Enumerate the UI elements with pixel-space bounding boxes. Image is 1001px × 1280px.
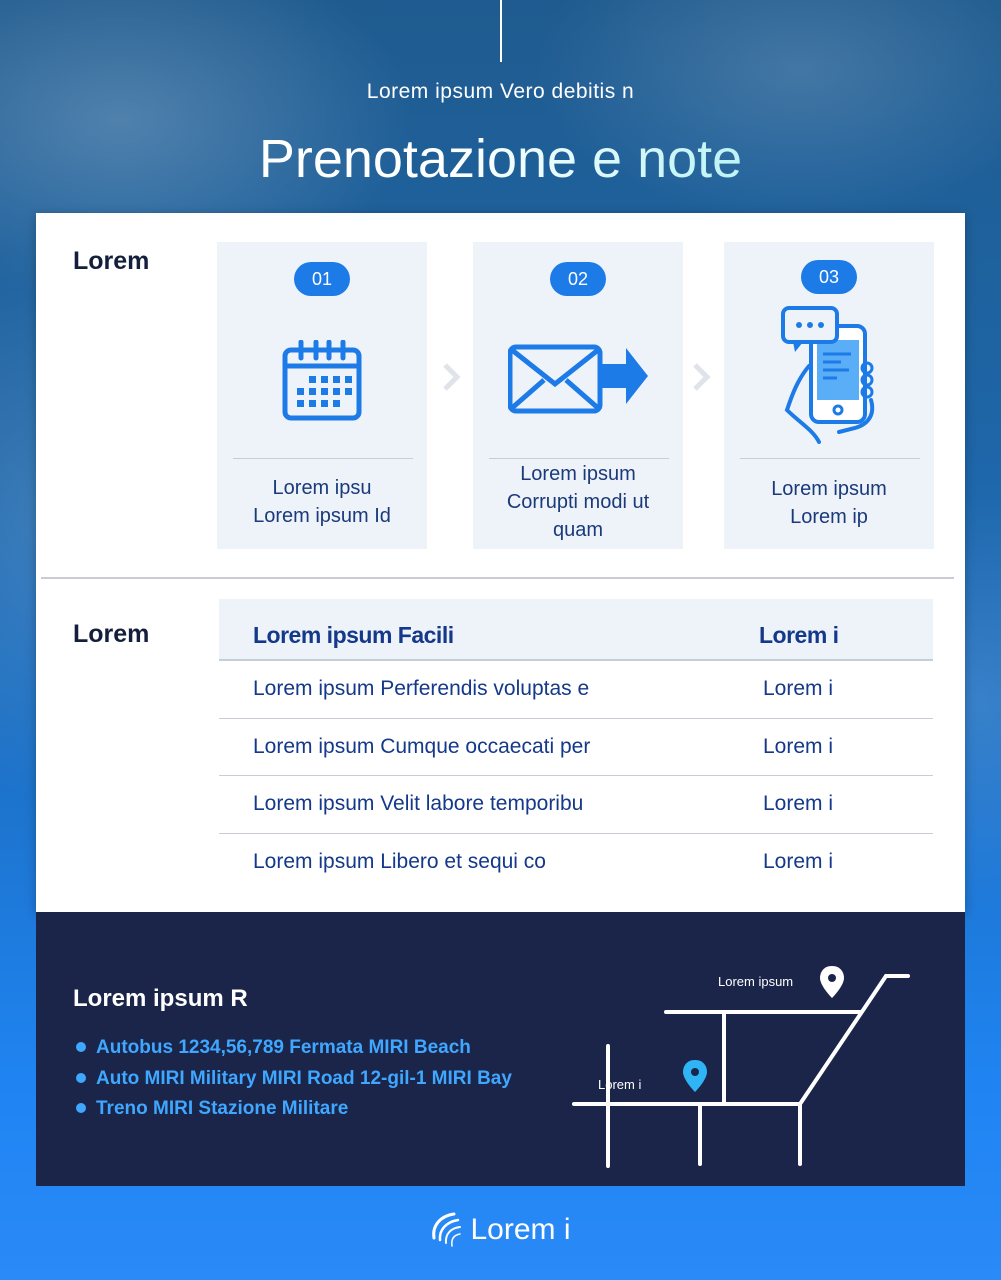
table-cell: Lorem ipsum Velit labore temporibu	[253, 792, 584, 815]
top-divider-line	[500, 0, 502, 62]
chevron-right-icon	[440, 361, 462, 393]
column-header: Lorem i	[759, 622, 839, 648]
page-title: Prenotazione e note	[0, 128, 1001, 190]
map-label: Lorem ipsum	[718, 974, 794, 989]
table-cell: Lorem ipsum Libero et sequi co	[253, 849, 546, 873]
step-text-line: Corrupti modi ut	[506, 491, 650, 513]
route-map	[572, 964, 912, 1174]
email-send-icon	[473, 344, 683, 414]
table-row	[219, 776, 933, 834]
table-header	[219, 599, 933, 661]
step-number-badge: 01	[294, 262, 350, 296]
list-item-text: Autobus 1234,56,789 Fermata MIRI Beach	[96, 1037, 471, 1058]
table-cell: Lorem i	[763, 849, 834, 873]
step-text-line: quam	[552, 519, 604, 541]
directions-list	[76, 1037, 512, 1129]
step-separator	[233, 458, 413, 459]
step-text	[724, 475, 934, 531]
column-header: Lorem ipsum Facili	[253, 622, 454, 648]
calendar-icon	[217, 340, 427, 422]
bullet-icon	[76, 1073, 86, 1083]
step-number-badge: 03	[801, 260, 857, 294]
step-card-1	[217, 242, 427, 549]
list-item	[76, 1098, 512, 1129]
steps-section-label: Lorem	[73, 247, 150, 275]
step-separator	[740, 458, 920, 459]
page-subtitle: Lorem ipsum Vero debitis n	[366, 80, 635, 103]
step-text	[473, 460, 683, 544]
brand-logo	[0, 1210, 1001, 1250]
list-item-text: Auto MIRI Military MIRI Road 12-gil-1 MIRI Bay	[96, 1067, 512, 1089]
step-text-line: Lorem ipsum Id	[253, 505, 391, 527]
list-item-text: Treno MIRI Stazione Militare	[96, 1098, 349, 1119]
table-cell: Lorem ipsum Cumque occaecati per	[253, 734, 591, 758]
list-item	[76, 1068, 512, 1099]
content-card	[36, 213, 965, 913]
step-card-2	[473, 242, 683, 549]
table-row	[219, 719, 933, 777]
step-card-3	[724, 242, 934, 549]
step-number-badge: 02	[550, 262, 606, 296]
bullet-icon	[76, 1103, 86, 1113]
table-section-label: Lorem	[73, 620, 150, 648]
location-pin-icon	[683, 1060, 707, 1092]
location-pin-icon	[820, 966, 844, 998]
directions-title: Lorem ipsum R	[73, 985, 248, 1012]
chevron-right-icon	[690, 361, 712, 393]
step-text-line: Lorem ipsum	[771, 478, 887, 500]
map-roads	[574, 976, 908, 1166]
table-cell: Lorem i	[763, 677, 834, 700]
map-label: Lorem i	[598, 1077, 642, 1092]
step-text	[217, 474, 427, 530]
table-cell: Lorem i	[763, 734, 834, 758]
schedule-table	[219, 599, 933, 891]
step-text-line: Lorem ip	[790, 506, 868, 528]
list-item	[76, 1037, 512, 1068]
directions-footer	[36, 912, 965, 1186]
table-cell: Lorem ipsum Perferendis voluptas e	[253, 677, 590, 700]
section-divider	[41, 577, 954, 579]
table-row	[219, 661, 933, 719]
step-text-line: Lorem ipsum	[520, 463, 636, 485]
table-cell: Lorem i	[763, 792, 834, 815]
bullet-icon	[76, 1042, 86, 1052]
phone-chat-icon	[724, 306, 934, 444]
step-separator	[489, 458, 669, 459]
swirl-logo-icon	[430, 1210, 464, 1250]
step-text-line: Lorem ipsu	[272, 477, 372, 499]
brand-name: Lorem i	[470, 1213, 571, 1246]
table-row	[219, 834, 933, 892]
